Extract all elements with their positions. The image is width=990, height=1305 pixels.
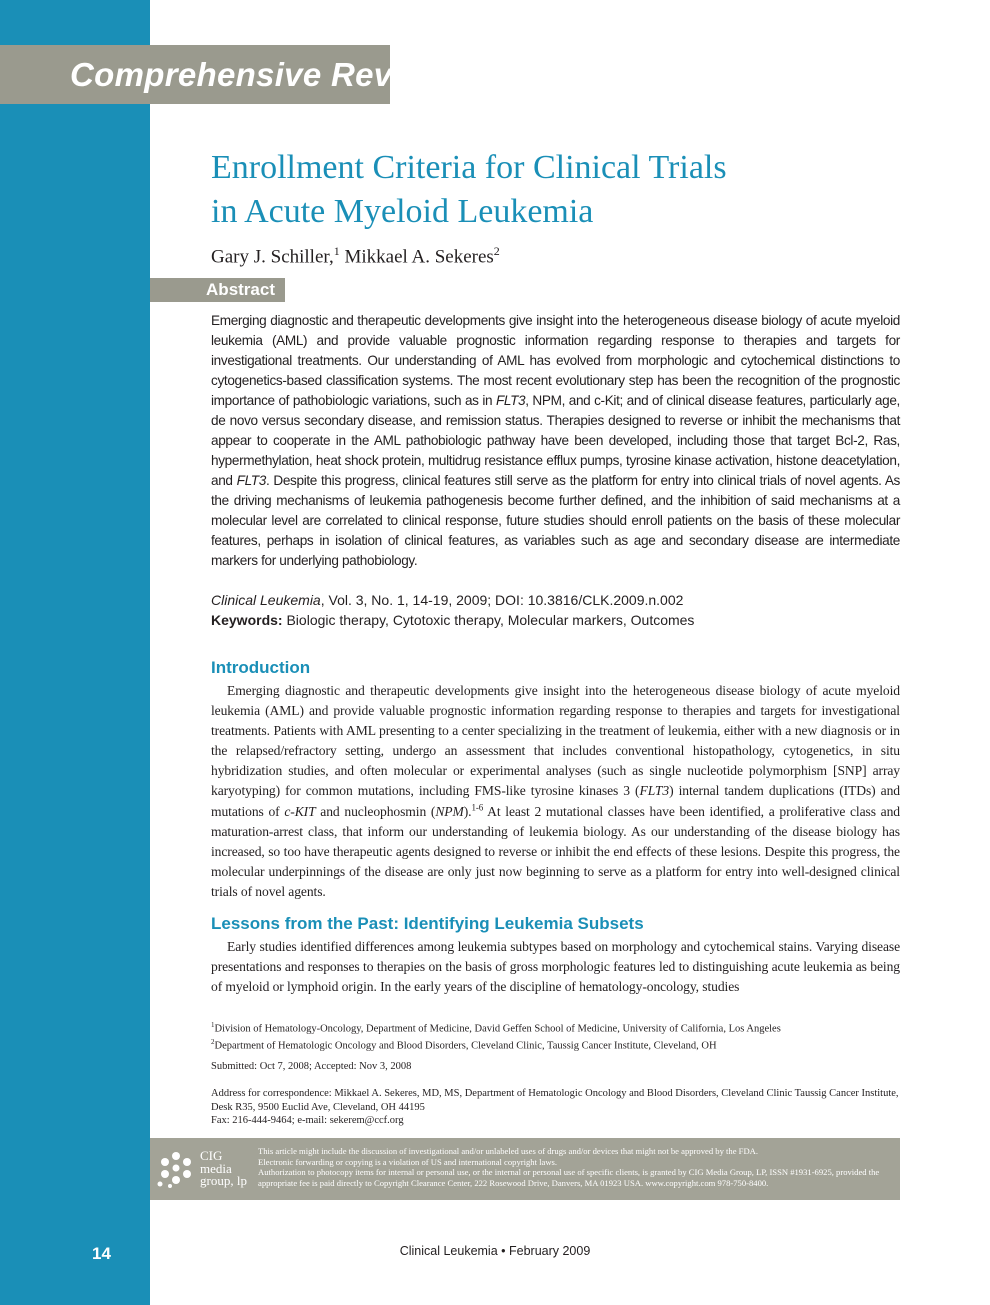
intro-npm: NPM	[435, 803, 464, 819]
disclaimer-copyright: Electronic forwarding or copying is a violation of US and international copyright laws.	[258, 1156, 558, 1167]
intro-reference: 1-6	[471, 802, 484, 813]
abstract-label-bar	[150, 278, 285, 302]
submission-dates: Submitted: Oct 7, 2008; Accepted: Nov 3, 2008	[211, 1061, 412, 1072]
author-2-affiliation: 2	[493, 244, 500, 258]
correspondence	[211, 1087, 900, 1128]
left-sidebar	[0, 0, 150, 1305]
affiliation-2-marker: 2	[211, 1038, 215, 1046]
intro-text-3: and nucleophosmin (	[315, 803, 436, 819]
article-title	[211, 146, 911, 234]
abstract-flt3-2: FLT3	[236, 473, 266, 488]
abstract-flt3-1: FLT3	[495, 393, 526, 408]
affiliation-1-text: Division of Hematology-Oncology, Department of Medicine, David Geffen School of Medicine, University of California, Los Angeles	[214, 1023, 781, 1035]
logo-text	[200, 1150, 247, 1188]
citation-details: , Vol. 3, No. 1, 14-19, 2009; DOI: 10.3816/CLK.2009.n.002	[320, 592, 684, 608]
disclaimer-fda: This article might include the discussion of investigational and/or unlabeled uses of drugs and/or devices that might not be approved by the FDA.	[258, 1146, 759, 1156]
citation-journal: Clinical Leukemia	[211, 592, 321, 608]
introduction-heading: Introduction	[211, 658, 311, 677]
page-number: 14	[92, 1244, 111, 1263]
correspondence-address: Address for correspondence: Mikkael A. Sekeres, MD, MS, Department of Hematologic Oncology and Blood Disorders, Cleveland Clinic Taussig Cancer Institute, Desk R35, 9500 Euclid Ave, Cleveland, OH 44195	[211, 1088, 899, 1113]
copyright-disclaimer	[258, 1146, 893, 1188]
intro-flt3: FLT3	[639, 783, 670, 799]
intro-ckit: c-KIT	[284, 803, 316, 819]
title-line-1: Enrollment Criteria for Clinical Trials	[211, 149, 727, 186]
abstract-text	[211, 311, 900, 571]
author-2: Mikkael A. Sekeres	[344, 246, 494, 268]
intro-text-4: ).	[463, 803, 472, 819]
title-line-2: in Acute Myeloid Leukemia	[211, 193, 594, 230]
intro-text-2: ) internal tandem duplications (ITDs) and mutations of	[211, 783, 900, 819]
abstract-part-1: Emerging diagnostic and therapeutic developments give insight into the heterogeneous disease biology of acute myeloid leukemia (AML) and provide valuable prognostic information regarding response to therapies and targets for investigational treatments. Our understanding of AML has evolved from morphologic and cytochemical distinctions to cytogenetics-based classification systems. The most recent evolutionary step has been the recognition of the prognostic importance of pathobiologic variations, such as in	[211, 313, 900, 408]
logo-line-3: group, lp	[200, 1173, 247, 1188]
introduction-paragraph	[211, 681, 900, 902]
section-banner	[0, 45, 447, 104]
affiliation-2	[211, 1036, 900, 1053]
affiliation-1	[211, 1019, 900, 1036]
affiliation-1-marker: 1	[211, 1021, 215, 1029]
cig-media-logo	[156, 1148, 251, 1193]
copyright-footer-box	[150, 1138, 900, 1200]
abstract-label: Abstract	[206, 280, 275, 299]
citation-block	[211, 590, 900, 630]
keywords-label: Keywords:	[211, 612, 283, 628]
intro-text-1: Emerging diagnostic and therapeutic developments give insight into the heterogeneous disease biology of acute myeloid leukemia (AML) and provide valuable prognostic information regarding response to therapies and targets for investigational treatments. Patients with AML presenting to a center specializing in the treatment of leukemia, either with a new diagnosis or in the relapsed/refractory setting, undergo an assessment that includes conventional histopathology, cytogenetics, in situ hybridization studies, and often molecular or experimental analyses (such as single nucleotide polymorphism [SNP] array karyotyping) for common mutations, including FMS-like tyrosine kinases 3 (	[211, 683, 900, 799]
correspondence-contact: Fax: 216-444-9464; e-mail: sekerem@ccf.org	[211, 1115, 404, 1126]
authors	[211, 238, 500, 270]
disclaimer-authorization: Authorization to photocopy items for internal or personal use, or the internal or personal use of specific clients, is granted by CIG Media Group, LP, ISSN #1931-6925, provided the appropriate fee is paid directly to Copyright Clearance Center, 222 Rosewood Drive, Danvers, MA 01923 USA. www.copyright.com 978-750-8400.	[258, 1167, 880, 1188]
intro-text-5: At least 2 mutational classes have been identified, a proliferative class and maturation-arrest class, that inform our understanding of leukemia biology. As our understanding of the disease biology has increased, so too have therapeutic agents designed to reverse or inhibit the end effects of these lesions. Despite this progress, the molecular underpinnings of the disease are only just now beginning to serve as a platform for entry into well-designed clinical trials of novel agents.	[211, 803, 900, 899]
lessons-paragraph: Early studies identified differences among leukemia subtypes based on morphology and cytochemical stains. Varying disease presentations and responses to therapies on the basis of gross morphologic features led to distinguishing acute leukemia as being of myeloid or lymphoid origin. In the early years of the discipline of hematology-oncology, studies	[211, 939, 900, 995]
section-label: Comprehensive Review	[70, 56, 447, 93]
keywords-list: Biologic therapy, Cytotoxic therapy, Molecular markers, Outcomes	[282, 612, 695, 628]
author-1: Gary J. Schiller,	[211, 246, 334, 268]
running-footer: Clinical Leukemia • February 2009	[399, 1244, 591, 1258]
affiliation-2-text: Department of Hematologic Oncology and Blood Disorders, Cleveland Clinic, Taussig Cancer Institute, Cleveland, OH	[214, 1040, 717, 1052]
logo-line-2: media	[200, 1160, 232, 1176]
abstract-part-3: . Despite this progress, clinical features still serve as the platform for entry into clinical trials of novel agents. As the driving mechanisms of leukemia pathogenesis become further defined, and the inhibition of said mechanisms at a molecular level are correlated to clinical response, future studies should enroll patients on the basis of these molecular features, perhaps in isolation of clinical features, as variables such as age and secondary disease are intermediate markers for underlying pathobiology.	[211, 473, 900, 568]
lessons-heading: Lessons from the Past: Identifying Leukemia Subsets	[211, 914, 644, 933]
logo-line-1: CIG	[200, 1148, 223, 1163]
citation-line	[211, 590, 900, 610]
abstract-part-2: , NPM, and c-Kit; and of clinical disease features, particularly age, de novo versus secondary disease, and remission status. Therapies designed to reverse or inhibit the mechanisms that appear to cooperate in the AML pathobiologic pathway have been developed, including those that target Bcl-2, Ras, hypermethylation, heat shock protein, multidrug resistance efflux pumps, tyrosine kinase activation, histone deacetylation, and	[211, 393, 900, 488]
affiliations	[211, 1019, 900, 1053]
author-1-affiliation: 1	[333, 244, 340, 258]
flower-logo-icon	[156, 1148, 196, 1188]
keywords-line	[211, 610, 900, 630]
